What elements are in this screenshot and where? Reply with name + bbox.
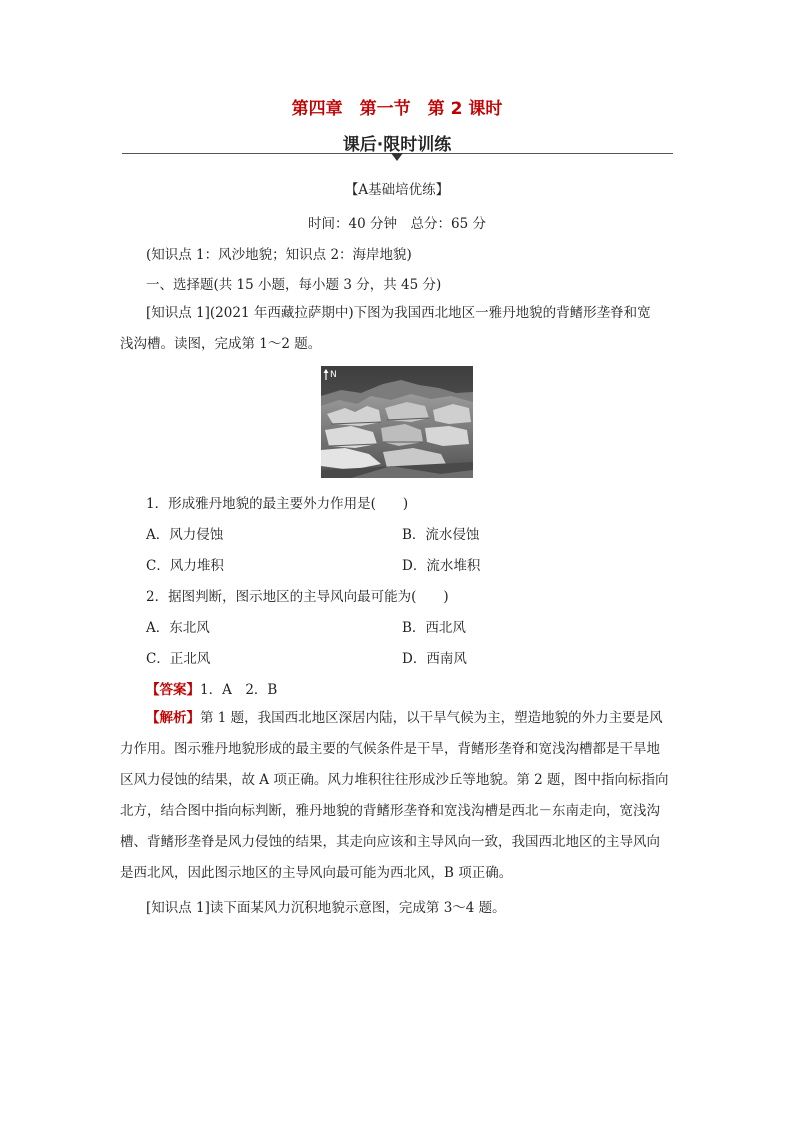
question-intro-3-4: [知识点 1]读下面某风力沉积地貌示意图，完成第 3～4 题。 [146,900,506,916]
knowledge-scope: (知识点 1：风沙地貌；知识点 2：海岸地貌) [146,247,412,263]
analysis-line: 槽、背鳍形垄脊是风力侵蚀的结果，其走向应该和主导风向一致，我国西北地区的主导风向 [120,834,660,850]
answer-tag: 【答案】 [146,682,200,698]
q1-option-a: A．风力侵蚀 [146,527,224,543]
intro-line: [知识点 1](2021 年西藏拉萨期中)下图为我国西北地区一雅丹地貌的背鳍形垄脊和宽 [146,305,651,321]
q2-option-b: B．西北风 [402,620,466,636]
q1-option-b: B．流水侵蚀 [402,527,480,543]
analysis-line: 区风力侵蚀的结果，故 A 项正确。风力堆积往往形成沙丘等地貌。第 2 题，图中指向标指向 [120,772,669,788]
yardang-landscape-image [321,366,473,478]
north-arrow-label: N [330,370,337,380]
analysis-block [120,703,675,889]
q1-stem: 1．形成雅丹地貌的最主要外力作用是( ) [146,496,409,512]
analysis-line: 力作用。图示雅丹地貌形成的最主要的气候条件是干旱，背鳍形垄脊和宽浅沟槽都是干旱地 [120,741,660,757]
header-rule-marker [391,153,403,161]
q2-stem: 2．据图判断，图示地区的主导风向最可能为( ) [146,589,449,605]
q2-option-c: C．正北风 [146,651,211,667]
answer-text: 1．A 2．B [200,682,278,698]
intro-line: 浅沟槽。读图，完成第 1～2 题。 [120,336,322,352]
part-heading: 一、选择题(共 15 小题，每小题 3 分，共 45 分) [146,277,442,293]
q2-option-d: D．西南风 [402,651,467,667]
q1-option-c: C．风力堆积 [146,558,224,574]
analysis-first-line [120,703,675,734]
question-intro-1-2 [120,298,675,360]
section-label: 【A基础培优练】 [344,182,450,198]
q1-option-d: D．流水堆积 [402,558,481,574]
time-line: 时间：40 分钟 总分：65 分 [308,216,486,232]
analysis-line: 是西北风，因此图示地区的主导风向最可能为西北风，B 项正确。 [120,865,513,881]
yardang-photo [321,366,473,478]
answer-line [146,678,277,698]
analysis-line: 北方，结合图中指向标判断，雅丹地貌的背鳍形垄脊和宽浅沟槽是西北－东南走向，宽浅沟 [120,803,660,819]
q2-option-a: A．东北风 [146,620,210,636]
analysis-text: 第 1 题，我国西北地区深居内陆，以干旱气候为主，塑造地貌的外力主要是风 [200,710,663,726]
page-subtitle: 课后·限时训练 [342,135,452,155]
analysis-tag: 【解析】 [146,710,200,726]
page-title: 第四章 第一节 第 2 课时 [291,99,503,119]
